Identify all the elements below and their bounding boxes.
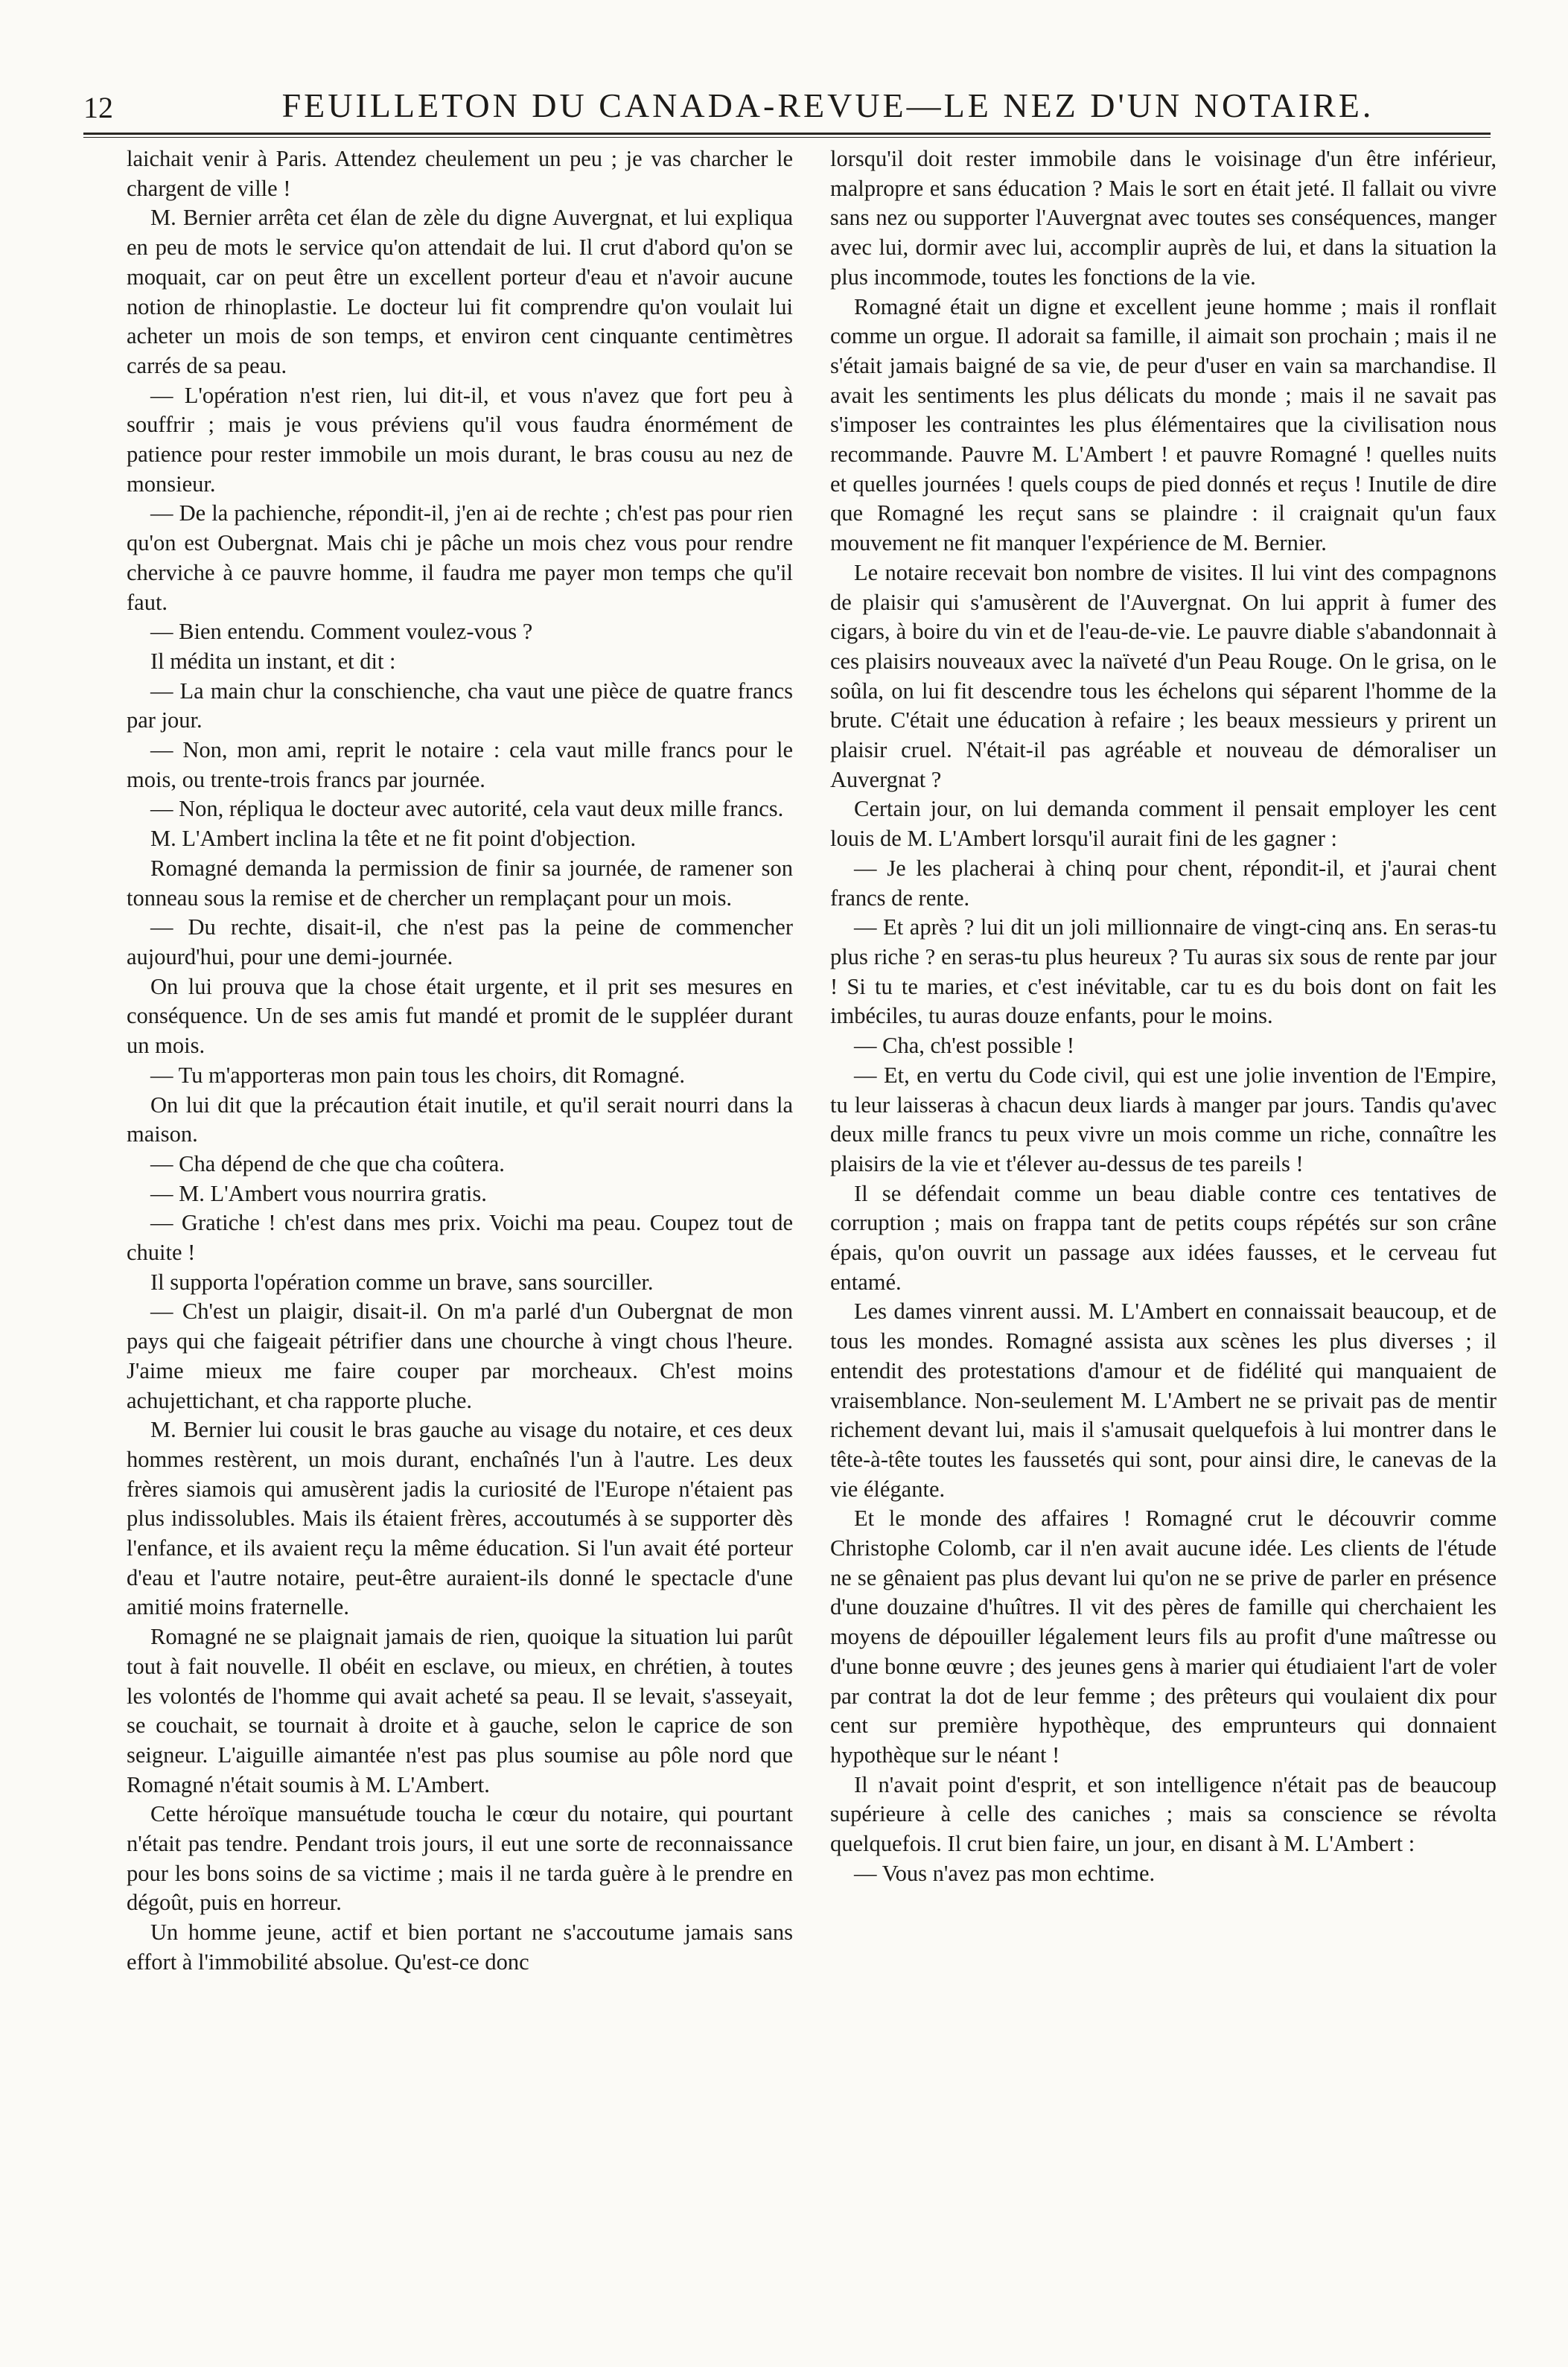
paragraph: — Cha dépend de che que cha coûtera. bbox=[150, 1150, 505, 1176]
paragraph: lorsqu'il doit rester immobile dans le voisinage d'un être inférieur, malpropre et sans éducation ? Mais le sort en était jeté. Il fallait ou vivre sans nez ou supporter l'Auvergnat avec toutes ses conséquences, manger avec lui, dormir avec lui, accomplir auprès de lui, et dans la situation la plus incommode, toutes les fonctions de la vie. bbox=[830, 146, 1497, 290]
paragraph: — L'opération n'est rien, lui dit-il, et vous n'avez que fort peu à souffrir ; mais je vous préviens qu'il vous faudra énormément de patience pour rester immobile un mois durant, le bras cousu au nez de monsieur. bbox=[127, 382, 793, 497]
paragraph: — De la pachienche, répondit-il, j'en ai de rechte ; ch'est pas pour rien qu'on est Oubergnat. Mais chi je pâche un mois chez vous pour rendre cherviche à ce pauvre homme, il faudra me payer mon temps che qu'il faut. bbox=[127, 500, 793, 615]
page-header bbox=[83, 66, 1491, 125]
paragraph: Le notaire recevait bon nombre de visites. Il lui vint des compagnons de plaisir qui s'amusèrent de l'Auvergnat. On lui apprit à fumer des cigars, à boire du vin et de l'eau-de-vie. Le pauvre diable s'abandonnait à ces plaisirs nouveaux avec la naïveté d'un Peau Rouge. On le grisa, on le soûla, on lui fit descendre tous les échelons qui séparent l'homme de la brute. C'était une éducation à refaire ; les beaux messieurs y prirent un plaisir cruel. N'était-il pas agréable et nouveau de démoraliser un Auvergnat ? bbox=[830, 559, 1497, 792]
paragraph: Romagné demanda la permission de finir sa journée, de ramener son tonneau sous la remise et de chercher un remplaçant pour un mois. bbox=[127, 855, 793, 911]
paragraph: M. L'Ambert inclina la tête et ne fit point d'objection. bbox=[150, 826, 637, 852]
left-column bbox=[127, 144, 793, 1978]
paragraph: M. Bernier lui cousit le bras gauche au visage du notaire, et ces deux hommes restèrent, un mois durant, enchaînés l'un à l'autre. Les deux frères siamois qui amusèrent jadis la curiosité de l'Europe n'étaient pas plus indissolubles. Mais ils étaient frères, accoutumés à se supporter dès l'enfance, et ils avaient reçu la même éducation. Si l'un avait été porteur d'eau et l'autre notaire, peut-être auraient-ils donné le spectacle d'une amitié moins fraternelle. bbox=[127, 1417, 793, 1620]
paragraph: — Du rechte, disait-il, che n'est pas la peine de commencher aujourd'hui, pour une demi-journée. bbox=[127, 914, 793, 969]
paragraph: — Je les placherai à chinq pour chent, répondit-il, et j'aurai chent francs de rente. bbox=[830, 855, 1497, 911]
paragraph: — Vous n'avez pas mon echtime. bbox=[854, 1860, 1156, 1886]
paragraph: laichait venir à Paris. Attendez cheulement un peu ; je vas charcher le chargent de ville ! bbox=[127, 146, 793, 201]
paragraph: Il n'avait point d'esprit, et son intelligence n'était pas de beaucoup supérieure à celle des caniches ; mais sa conscience se révolta quelquefois. Il crut bien faire, un jour, en disant à M. L'Ambert : bbox=[830, 1771, 1497, 1857]
page-number: 12 bbox=[83, 91, 113, 124]
paragraph: — Tu m'apporteras mon pain tous les choirs, dit Romagné. bbox=[150, 1062, 685, 1088]
paragraph: Romagné était un digne et excellent jeune homme ; mais il ronflait comme un orgue. Il adorait sa famille, il aimait son prochain ; mais il ne s'était jamais baigné de sa vie, de peur d'user en vain sa marchandise. Il avait les sentiments les plus délicats du monde ; mais il ne savait pas s'imposer les contraintes les plus élémentaires que la civilisation nous recommande. Pauvre M. L'Ambert ! et pauvre Romagné ! quelles nuits et quelles journées ! quels coups de pied donnés et reçus ! Inutile de dire que Romagné les reçut sans se plaindre : il craignait qu'un faux mouvement ne fit manquer l'expérience de M. Bernier. bbox=[830, 293, 1497, 556]
running-title: FEUILLETON DU CANADA-REVUE—LE NEZ D'UN NOTAIRE. bbox=[281, 86, 1374, 124]
paragraph: — Cha, ch'est possible ! bbox=[854, 1033, 1075, 1059]
paragraph: — Ch'est un plaigir, disait-il. On m'a parlé d'un Oubergnat de mon pays qui che faigeait pétrifier dans une chourche à vingt chous l'heure. J'aime mieux me faire couper par morcheaux. Ch'est moins achujettichant, et cha rapporte pluche. bbox=[127, 1299, 793, 1413]
paragraph: — Non, mon ami, reprit le notaire : cela vaut mille francs pour le mois, ou trente-trois francs par journée. bbox=[127, 737, 793, 792]
paragraph: — Gratiche ! ch'est dans mes prix. Voichi ma peau. Coupez tout de chuite ! bbox=[127, 1210, 793, 1266]
paragraph: Il supporta l'opération comme un brave, sans sourciller. bbox=[150, 1269, 654, 1295]
paragraph: Certain jour, on lui demanda comment il pensait employer les cent louis de M. L'Ambert lorsqu'il aurait fini de les gagner : bbox=[830, 796, 1497, 852]
paragraph: — Et, en vertu du Code civil, qui est une jolie invention de l'Empire, tu leur laisseras à chacun deux liards à manger par jours. Tandis qu'avec deux mille francs tu peux vivre un mois comme un riche, connaître les plaisirs de la vie et t'élever au-dessus de tes pareils ! bbox=[830, 1062, 1497, 1176]
paragraph: — Et après ? lui dit un joli millionnaire de vingt-cinq ans. En seras-tu plus riche ? en seras-tu plus heureux ? Tu auras six sous de rente par jour ! Si tu te maries, et c'est inévitable, car tu es du bois dont on fait les imbéciles, tu auras douze enfants, pour le moins. bbox=[830, 914, 1497, 1029]
header-rule bbox=[83, 133, 1491, 138]
paragraph: On lui prouva que la chose était urgente, et il prit ses mesures en conséquence. Un de ses amis fut mandé et promit de le suppléer durant un mois. bbox=[127, 973, 793, 1059]
paragraph: Il médita un instant, et dit : bbox=[150, 648, 396, 674]
paragraph: — Bien entendu. Comment voulez-vous ? bbox=[150, 619, 533, 645]
paragraph: — M. L'Ambert vous nourrira gratis. bbox=[150, 1180, 487, 1206]
paragraph: Et le monde des affaires ! Romagné crut le découvrir comme Christophe Colomb, car il n'en avait aucune idée. Les clients de l'étude ne se gênaient pas plus devant lui qu'on ne se prive de parler en présence d'une douzaine d'huîtres. Il vit des pères de famille qui cherchaient les moyens de dépouiller légalement leurs fils au profit d'une maîtresse ou d'une bonne œuvre ; des jeunes gens à marier qui étudiaient l'art de voler par contrat la dot de leur femme ; des prêteurs qui voulaient dix pour cent sur première hypothèque, des emprunteurs qui donnaient hypothèque sur le néant ! bbox=[830, 1506, 1497, 1768]
paragraph: Cette héroïque mansuétude toucha le cœur du notaire, qui pourtant n'était pas tendre. Pendant trois jours, il eut une sorte de reconnaissance pour les bons soins de sa victime ; mais il ne tarda guère à le prendre en dégoût, puis en horreur. bbox=[127, 1801, 793, 1916]
paragraph: Les dames vinrent aussi. M. L'Ambert en connaissait beaucoup, et de tous les mondes. Romagné assista aux scènes les plus diverses ; il entendit des protestations d'amour et de fidélité qui manquaient de vraisemblance. Non-seulement M. L'Ambert ne se privait pas de mentir richement devant lui, mais il s'amusait quelquefois à lui montrer dans le tête-à-tête toutes les faussetés qui sont, pour ainsi dire, le canevas de la vie élégante. bbox=[830, 1299, 1497, 1502]
paragraph: On lui dit que la précaution était inutile, et qu'il serait nourri dans la maison. bbox=[127, 1092, 793, 1147]
paragraph: Romagné ne se plaignait jamais de rien, quoique la situation lui parût tout à fait nouvelle. Il obéit en esclave, ou mieux, en chrétien, à toutes les volontés de l'homme qui avait acheté sa peau. Il se levait, s'asseyait, se couchait, se tournait à droite et à gauche, selon le caprice de son seigneur. L'aiguille aimantée n'est pas plus soumise au pôle nord que Romagné n'était soumis à M. L'Ambert. bbox=[127, 1624, 793, 1797]
paragraph: Un homme jeune, actif et bien portant ne s'accoutume jamais sans effort à l'immobilité absolue. Qu'est-ce donc bbox=[127, 1920, 793, 1975]
right-column bbox=[830, 144, 1497, 1888]
paragraph: M. Bernier arrêta cet élan de zèle du digne Auvergnat, et lui expliqua en peu de mots le service qu'on attendait de lui. Il crut d'abord qu'on se moquait, car on peut être un excellent porteur d'eau et n'avoir aucune notion de rhinoplastie. Le docteur lui fit comprendre qu'on voulait lui acheter un mois de son temps, et environ cent cinquante centimètres carrés de sa peau. bbox=[127, 205, 793, 378]
paragraph: Il se défendait comme un beau diable contre ces tentatives de corruption ; mais on frappa tant de petits coups répétés sur son crâne épais, qu'on ouvrit un passage aux idées fausses, et le cerveau fut entamé. bbox=[830, 1180, 1497, 1295]
paragraph: — La main chur la conschienche, cha vaut une pièce de quatre francs par jour. bbox=[127, 678, 793, 733]
paragraph: — Non, répliqua le docteur avec autorité, cela vaut deux mille francs. bbox=[150, 796, 784, 822]
